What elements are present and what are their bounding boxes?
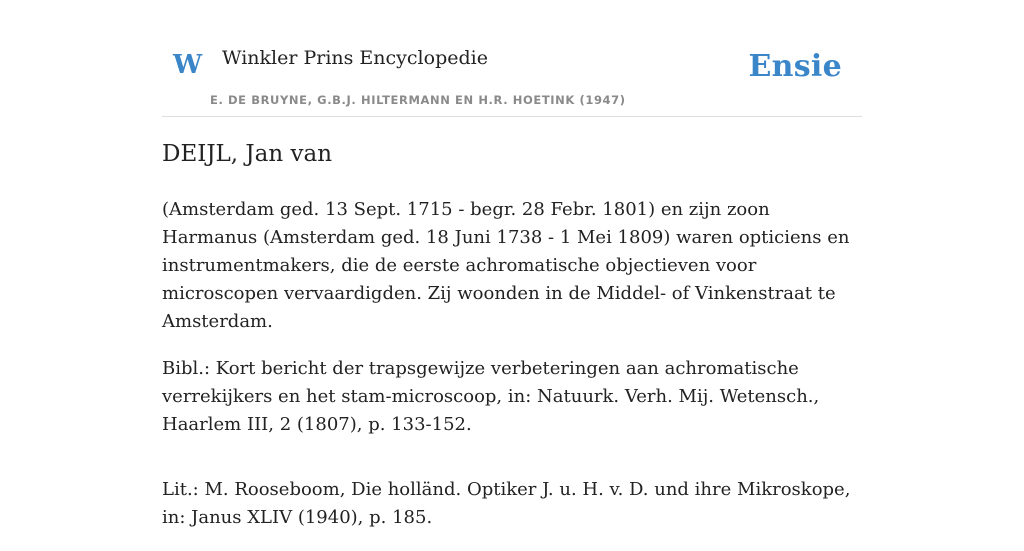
publication-title[interactable]: Winkler Prins Encyclopedie xyxy=(222,47,488,69)
site-header xyxy=(162,0,862,117)
entry-paragraph-bio: (Amsterdam ged. 13 Sept. 1715 - begr. 28 Febr. 1801) en zijn zoon Harmanus (Amsterdam ged. 18 Juni 1738 - 1 Mei 1809) waren opticiens en instrumentmakers, die de eerste achromatische objectieven voor microscopen vervaardigden. Zij woonden in de Middel- of Vinkenstraat te Amsterdam. xyxy=(162,198,850,332)
publication-authors: E. DE BRUYNE, G.B.J. HILTERMANN EN H.R. HOETINK (1947) xyxy=(210,93,626,107)
entry-paragraph-literature: Lit.: M. Rooseboom, Die holländ. Optiker J. u. H. v. D. und ihre Mikroskope, in: Janus XLIV (1940), p. 185. xyxy=(162,478,851,528)
entry-title: DEIJL, Jan van xyxy=(162,141,333,167)
entry-content xyxy=(162,140,862,551)
entry-paragraph-bibliography: Bibl.: Kort bericht der trapsgewijze verbeteringen aan achromatische verrekijkers en het stam-microscoop, in: Natuurk. Verh. Mij. Wetensch., Haarlem III, 2 (1807), p. 133-152. xyxy=(162,357,820,435)
winkler-prins-logo[interactable]: W xyxy=(173,50,203,80)
ensie-logo[interactable]: Ensie xyxy=(748,49,842,84)
